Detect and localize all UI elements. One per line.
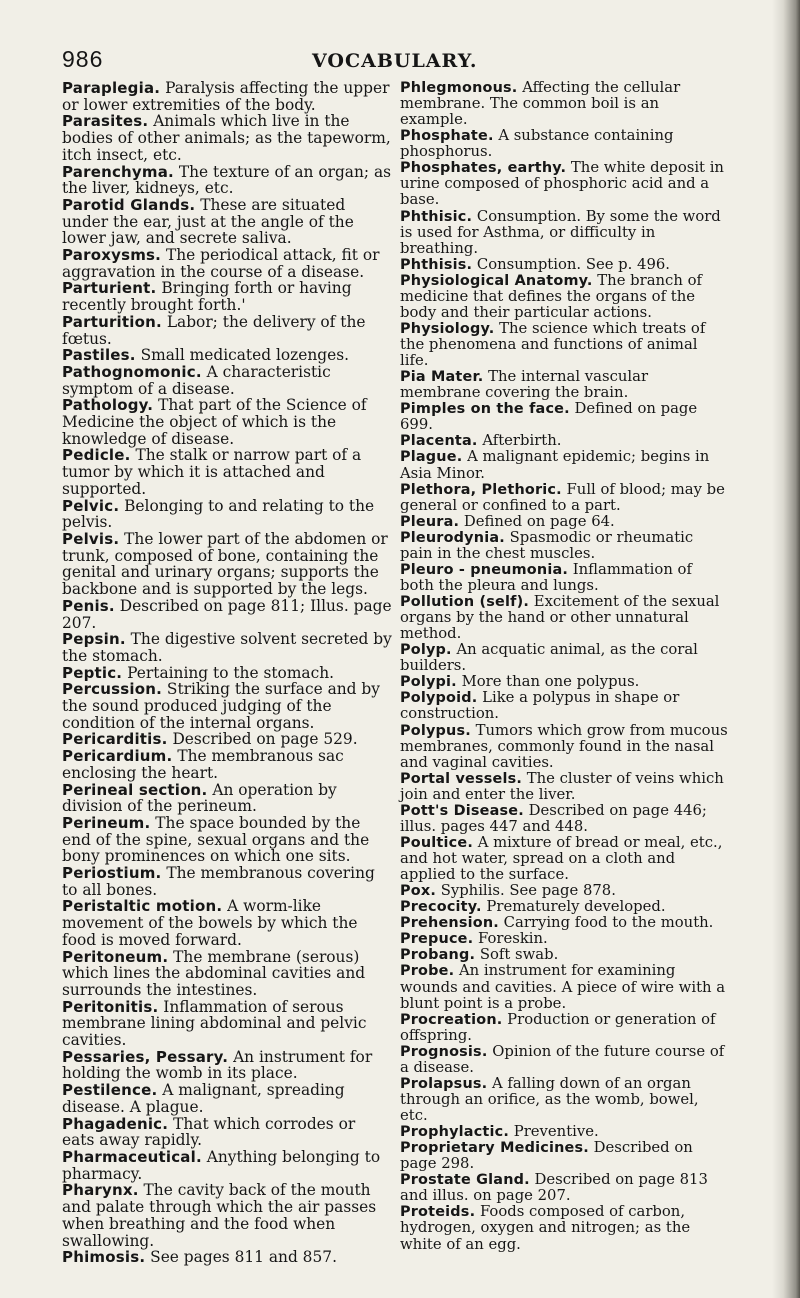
entry-definition: The membranous covering to all bones. <box>62 864 375 899</box>
entry-definition: Paralysis affecting the upper or lower extremities of the body. <box>62 79 390 114</box>
entry-definition: Excitement of the sexual organs by the hand or other unnatural method. <box>400 593 720 643</box>
entry-definition: Striking the surface and by the sound produced judging of the condition of the internal organs. <box>62 680 380 732</box>
entry-term: Pott's Disease. <box>400 802 524 819</box>
entry-term: Placenta. <box>400 433 478 450</box>
entry-term: Probang. <box>400 947 476 964</box>
entry-definition: Preventive. <box>513 1123 599 1141</box>
entry-definition: A characteristic symptom of a disease. <box>62 362 331 398</box>
entry-term: Phimosis. <box>62 1248 146 1267</box>
vocabulary-entry <box>400 1044 730 1076</box>
entry-term: Polyp. <box>400 642 452 659</box>
vocabulary-entry <box>400 1172 730 1204</box>
vocabulary-entry <box>62 1049 392 1082</box>
entry-definition: Afterbirth. <box>482 432 562 450</box>
entry-definition: Like a polypus in shape or construction. <box>400 689 680 723</box>
vocabulary-entry <box>62 815 392 865</box>
entry-term: Prognosis. <box>400 1043 488 1060</box>
entry-term: Pharmaceutical. <box>62 1148 202 1166</box>
vocabulary-entry <box>400 803 730 835</box>
entry-term: Pelvic. <box>62 496 120 515</box>
vocabulary-entry <box>400 160 730 208</box>
entry-term: Pessaries, Pessary. <box>62 1047 229 1066</box>
vocabulary-entry <box>400 771 730 803</box>
entry-term: Pleura. <box>400 513 460 530</box>
entry-term: Phthisis. <box>400 256 473 273</box>
entry-term: Poultice. <box>400 834 473 851</box>
entry-definition: The cluster of veins which join and enter the liver. <box>400 769 724 803</box>
entry-definition: A mixture of bread or meal, etc., and hot water, spread on a cloth and applied to the surface. <box>400 833 723 884</box>
entry-term: Pollution (self). <box>400 594 530 610</box>
entry-term: Phagadenic. <box>62 1114 169 1133</box>
entry-term: Pathology. <box>62 396 154 415</box>
vocabulary-entry <box>400 128 730 160</box>
vocabulary-entry <box>400 899 730 915</box>
entry-definition: A falling down of an organ through an orifice, as the womb, bowel, etc. <box>400 1074 699 1124</box>
vocabulary-entry <box>62 949 392 999</box>
entry-term: Parturient. <box>62 279 157 298</box>
entry-definition: Consumption. By some the word is used for Asthma, or difficulty in breathing. <box>400 207 721 257</box>
page-edge-shadow <box>772 0 800 1298</box>
entry-definition: The periodical attack, fit or aggravation in the course of a disease. <box>62 246 380 281</box>
entry-term: Pharynx. <box>62 1181 139 1200</box>
entry-term: Phosphates, earthy. <box>400 160 567 177</box>
entry-definition: See pages 811 and 857. <box>150 1248 337 1267</box>
entry-term: Probe. <box>400 963 455 980</box>
entry-definition: The internal vascular membrane covering the brain. <box>400 368 649 402</box>
entry-term: Pedicle. <box>62 446 131 465</box>
vocabulary-entry <box>62 447 392 497</box>
entry-definition: Full of blood; may be general or confined to a part. <box>400 480 725 514</box>
entry-term: Pleurodynia. <box>400 529 505 546</box>
vocabulary-entry <box>400 1204 730 1252</box>
entry-definition: Syphilis. See page 878. <box>440 882 616 900</box>
vocabulary-entry <box>400 482 730 514</box>
entry-term: Proteids. <box>400 1204 476 1221</box>
vocabulary-entry <box>400 915 730 931</box>
entry-definition: Defined on page 699. <box>400 400 698 434</box>
vocabulary-entry <box>62 364 392 397</box>
vocabulary-entry <box>62 314 392 347</box>
vocabulary-entry <box>400 642 730 674</box>
entry-definition: The white deposit in urine composed of phosphoric acid and a base. <box>400 159 724 209</box>
entry-term: Procreation. <box>400 1011 503 1028</box>
right-column <box>400 80 730 1253</box>
vocabulary-entry <box>400 449 730 481</box>
entry-definition: Belonging to and relating to the pelvis. <box>62 496 375 532</box>
vocabulary-entry <box>400 1124 730 1140</box>
entry-term: Peritonitis. <box>62 997 159 1016</box>
entry-term: Prophylactic. <box>400 1124 510 1141</box>
vocabulary-entry <box>400 321 730 369</box>
entry-term: Pastiles. <box>62 346 136 365</box>
entry-definition: Described on page 446; illus. pages 447 and 448. <box>400 801 707 835</box>
entry-definition: An instrument for holding the womb in its place. <box>62 1047 373 1083</box>
vocabulary-entry <box>400 80 730 128</box>
entry-term: Physiology. <box>400 320 495 337</box>
entry-term: Prehension. <box>400 915 499 932</box>
entry-term: Percussion. <box>62 680 163 699</box>
entry-definition: Defined on page 64. <box>463 512 615 530</box>
vocabulary-entry <box>400 514 730 530</box>
vocabulary-entry <box>400 1012 730 1044</box>
vocabulary-entry <box>400 1076 730 1124</box>
entry-definition: Tumors which grow from mucous membranes, commonly found in the nasal and vaginal cavities. <box>400 721 728 771</box>
entry-definition: Opinion of the future course of a disease. <box>400 1042 725 1076</box>
entry-term: Parasites. <box>62 112 149 131</box>
vocabulary-entry <box>400 562 730 594</box>
vocabulary-entry <box>400 369 730 401</box>
vocabulary-entry <box>62 631 392 664</box>
entry-definition: Inflammation of both the pleura and lungs. <box>400 560 692 594</box>
entry-term: Parturition. <box>62 312 162 331</box>
vocabulary-entry <box>62 1182 392 1249</box>
vocabulary-entry <box>400 1140 730 1172</box>
vocabulary-entry <box>62 731 392 748</box>
vocabulary-entry <box>400 947 730 963</box>
vocabulary-entry <box>400 931 730 947</box>
entry-definition: Described on page 813 and illus. on page 207. <box>400 1171 708 1205</box>
entry-term: Penis. <box>62 596 115 615</box>
vocabulary-entry <box>400 257 730 273</box>
entry-term: Pimples on the face. <box>400 401 570 418</box>
running-title: VOCABULARY. <box>312 50 478 72</box>
vocabulary-entry <box>62 531 392 598</box>
entry-term: Pepsin. <box>62 630 126 649</box>
entry-term: Peritoneum. <box>62 947 169 966</box>
entry-definition: Foreskin. <box>478 930 548 948</box>
entry-term: Pox. <box>400 883 436 900</box>
vocabulary-entry <box>62 498 392 531</box>
entry-term: Pericarditis. <box>62 730 168 749</box>
entry-definition: The cavity back of the mouth and palate through which the air passes when breathing and the food when swallowing. <box>62 1181 377 1250</box>
entry-term: Prepuce. <box>400 931 474 948</box>
entry-definition: A malignant epidemic; begins in Asia Minor. <box>400 448 710 482</box>
entry-term: Perineum. <box>62 813 151 832</box>
entry-term: Prostate Gland. <box>400 1172 530 1189</box>
entry-definition: The digestive solvent secreted by the stomach. <box>62 630 392 665</box>
entry-definition: Described on page 298. <box>400 1139 693 1173</box>
entry-definition: These are situated under the ear, just at the angle of the lower jaw, and secrete saliva. <box>62 195 354 248</box>
entry-term: Polypi. <box>400 674 457 691</box>
entry-definition: Affecting the cellular membrane. The common boil is an example. <box>400 79 681 129</box>
vocabulary-entry <box>400 723 730 771</box>
entry-term: Plague. <box>400 449 463 466</box>
vocabulary-entry <box>400 209 730 257</box>
vocabulary-entry <box>62 1116 392 1149</box>
entry-term: Pelvis. <box>62 529 120 548</box>
vocabulary-entry <box>62 598 392 631</box>
entry-definition: The branch of medicine that defines the organs of the body and their particular actions. <box>400 271 702 321</box>
entry-term: Pericardium. <box>62 747 173 766</box>
entry-definition: Animals which live in the bodies of other animals; as the tapeworm, itch insect, etc. <box>62 112 391 164</box>
entry-definition: Described on page 529. <box>172 730 358 749</box>
entry-definition: Inflammation of serous membrane lining abdominal and pelvic cavities. <box>62 997 367 1050</box>
entry-definition: Spasmodic or rheumatic pain in the chest muscles. <box>400 528 694 562</box>
entry-definition: The membrane (serous) which lines the abdominal cavities and surrounds the intestines. <box>62 947 366 999</box>
entry-definition: Labor; the delivery of the fœtus. <box>62 312 366 348</box>
entry-definition: The lower part of the abdomen or trunk, composed of bone, containing the genital and urinary organs; supports the backbone and is supported by the legs. <box>62 529 388 599</box>
page-number: 986 <box>62 46 104 72</box>
entry-definition: An acquatic animal, as the coral builders. <box>400 641 698 675</box>
vocabulary-entry <box>62 681 392 731</box>
entry-definition: Production or generation of offspring. <box>400 1010 716 1044</box>
vocabulary-entry <box>62 397 392 447</box>
vocabulary-entry <box>400 690 730 722</box>
entry-definition: The science which treats of the phenomena and functions of animal life. <box>400 319 706 370</box>
entry-term: Peptic. <box>62 663 123 682</box>
entry-definition: The membranous sac enclosing the heart. <box>62 747 344 782</box>
entry-definition: More than one polypus. <box>461 673 640 691</box>
vocabulary-entry <box>400 530 730 562</box>
vocabulary-entry <box>62 1082 392 1115</box>
entry-definition: The stalk or narrow part of a tumor by which it is attached and supported. <box>62 446 362 498</box>
vocabulary-entry <box>62 247 392 280</box>
vocabulary-entry <box>62 665 392 682</box>
vocabulary-entry <box>400 594 730 642</box>
entry-definition: A malignant, spreading disease. A plague. <box>62 1081 345 1116</box>
left-column <box>62 80 392 1266</box>
entry-term: Polypus. <box>400 722 471 739</box>
vocabulary-entry <box>400 963 730 1011</box>
entry-term: Polypoid. <box>400 690 478 707</box>
entry-definition: Pertaining to the stomach. <box>127 663 335 682</box>
entry-term: Parenchyma. <box>62 162 174 181</box>
entry-definition: Described on page 811; Illus. page 207. <box>62 596 392 632</box>
vocabulary-entry <box>400 433 730 449</box>
vocabulary-entry <box>62 748 392 781</box>
entry-term: Precocity. <box>400 899 482 916</box>
entry-term: Plethora, Plethoric. <box>400 481 562 498</box>
vocabulary-entry <box>62 865 392 898</box>
vocabulary-entry <box>62 80 392 113</box>
vocabulary-entry <box>400 674 730 690</box>
entry-term: Pia Mater. <box>400 369 484 386</box>
entry-definition: Carrying food to the mouth. <box>503 914 714 932</box>
entry-term: Phthisic. <box>400 208 473 225</box>
entry-definition: A worm-like movement of the bowels by which the food is moved forward. <box>62 897 358 949</box>
entry-definition: An operation by division of the perineum. <box>62 780 337 816</box>
vocabulary-entry <box>400 401 730 433</box>
entry-term: Pathognomonic. <box>62 362 202 381</box>
entry-term: Paraplegia. <box>62 79 161 97</box>
entry-term: Physiological Anatomy. <box>400 272 593 289</box>
vocabulary-entry <box>62 164 392 197</box>
entry-definition: Small medicated lozenges. <box>140 346 350 365</box>
entry-definition: The texture of an organ; as the liver, kidneys, etc. <box>62 162 392 198</box>
entry-definition: Anything belonging to pharmacy. <box>62 1148 381 1183</box>
entry-definition: That part of the Science of Medicine the object of which is the knowledge of disease. <box>62 396 367 448</box>
entry-definition: A substance containing phosphorus. <box>400 127 674 161</box>
entry-definition: Prematurely developed. <box>486 898 666 916</box>
entry-term: Phosphate. <box>400 128 494 145</box>
entry-definition: Consumption. See p. 496. <box>476 255 670 273</box>
vocabulary-entry <box>62 898 392 948</box>
entry-definition: The space bounded by the end of the spine, sexual organs and the bony prominences on which one sits. <box>62 813 370 866</box>
entry-term: Portal vessels. <box>400 770 523 787</box>
entry-term: Paroxysms. <box>62 246 162 265</box>
vocabulary-entry <box>62 1249 392 1266</box>
vocabulary-entry <box>400 883 730 899</box>
entry-term: Pleuro - pneumonia. <box>400 561 569 578</box>
entry-definition: An instrument for examining wounds and cavities. A piece of wire with a blunt point is a probe. <box>400 962 726 1012</box>
entry-term: Parotid Glands. <box>62 195 196 214</box>
vocabulary-entry <box>62 999 392 1049</box>
entry-definition: Soft swab. <box>479 946 559 964</box>
entry-term: Prolapsus. <box>400 1075 488 1092</box>
vocabulary-entry <box>62 1149 392 1182</box>
entry-term: Phlegmonous. <box>400 80 518 96</box>
vocabulary-entry <box>62 347 392 364</box>
entry-definition: Foods composed of carbon, hydrogen, oxygen and nitrogen; as the white of an egg. <box>400 1203 691 1253</box>
vocabulary-entry <box>400 273 730 321</box>
entry-definition: That which corrodes or eats away rapidly. <box>62 1114 356 1150</box>
entry-term: Peristaltic motion. <box>62 897 223 916</box>
vocabulary-entry <box>400 835 730 883</box>
vocabulary-entry <box>62 782 392 815</box>
entry-term: Periostium. <box>62 864 162 883</box>
vocabulary-entry <box>62 113 392 163</box>
entry-term: Perineal section. <box>62 780 208 799</box>
vocabulary-entry <box>62 280 392 313</box>
entry-term: Proprietary Medicines. <box>400 1140 589 1157</box>
entry-definition: Bringing forth or having recently brought forth.' <box>62 279 352 315</box>
vocabulary-entry <box>62 197 392 247</box>
entry-term: Pestilence. <box>62 1081 158 1100</box>
running-head <box>62 46 734 76</box>
